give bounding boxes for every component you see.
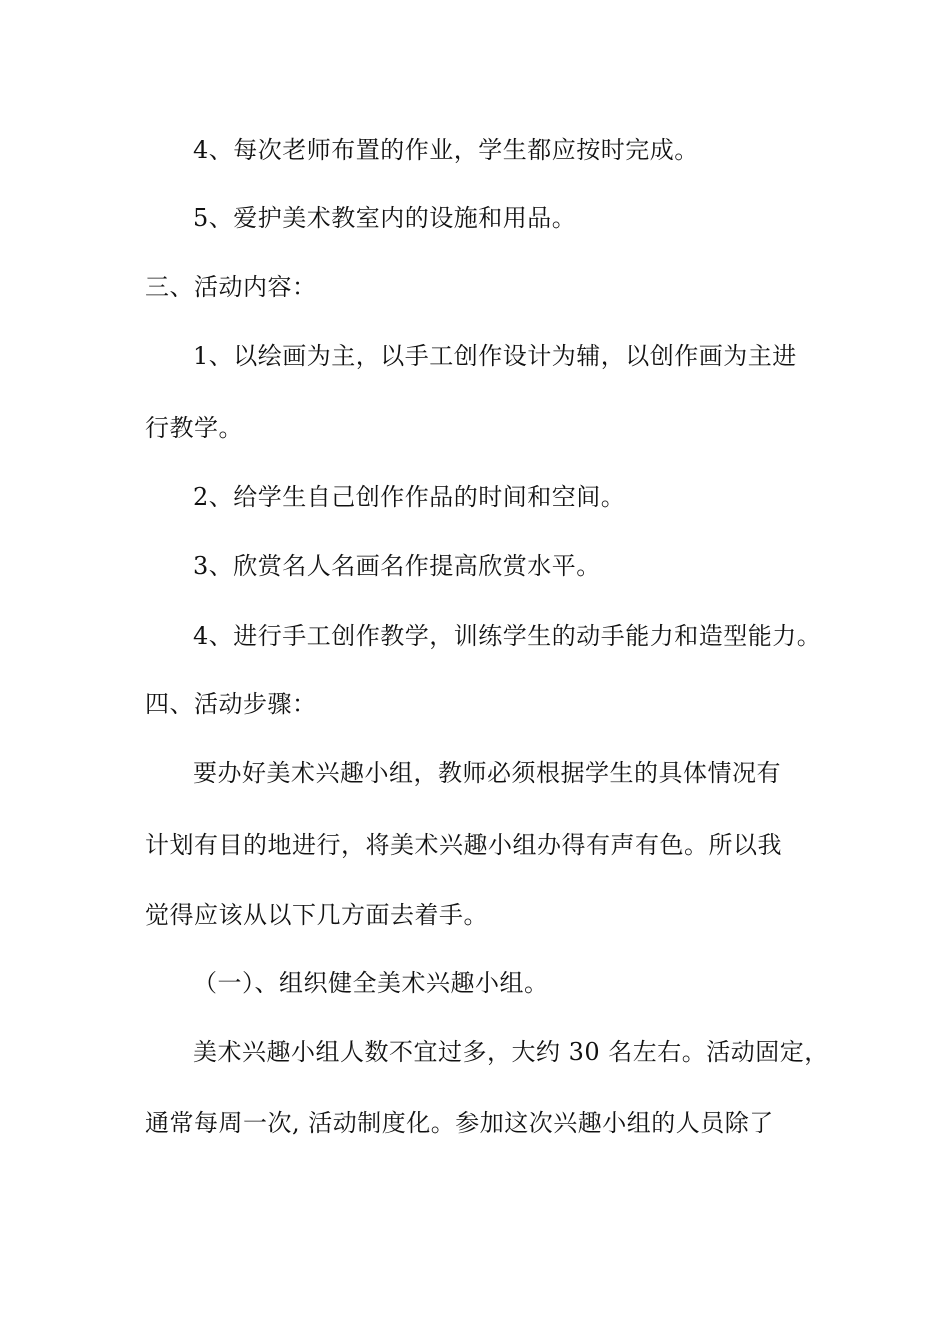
text-line-group-size-continued: 通常每周一次, 活动制度化。参加这次兴趣小组的人员除了 xyxy=(145,1109,774,1137)
text-line-content-3: 3、欣赏名人名画名作提高欣赏水平。 xyxy=(193,552,601,580)
text-line-content-1: 1、以绘画为主，以手工创作设计为辅，以创作画为主进 xyxy=(193,342,797,370)
text-line-content-4: 4、进行手工创作教学，训练学生的动手能力和造型能力。 xyxy=(193,622,822,650)
subheading-organize-group: （一）、组织健全美术兴趣小组。 xyxy=(193,969,549,997)
text-line-steps-intro-continued-1: 计划有目的地进行，将美术兴趣小组办得有声有色。所以我 xyxy=(145,831,782,859)
text-line-content-1-continued: 行教学。 xyxy=(145,414,243,442)
text-line-steps-intro-continued-2: 觉得应该从以下几方面去着手。 xyxy=(145,901,488,929)
text-line-content-2: 2、给学生自己创作作品的时间和空间。 xyxy=(193,483,626,511)
text-line-rule-5: 5、爱护美术教室内的设施和用品。 xyxy=(193,204,577,232)
text-line-rule-4: 4、每次老师布置的作业，学生都应按时完成。 xyxy=(193,136,699,164)
text-line-steps-intro: 要办好美术兴趣小组，教师必须根据学生的具体情况有 xyxy=(193,759,781,787)
section-heading-activity-steps: 四、活动步骤： xyxy=(145,690,317,718)
text-line-group-size: 美术兴趣小组人数不宜过多，大约 30 名左右。活动固定， xyxy=(193,1038,829,1066)
section-heading-activity-content: 三、活动内容： xyxy=(145,273,317,301)
